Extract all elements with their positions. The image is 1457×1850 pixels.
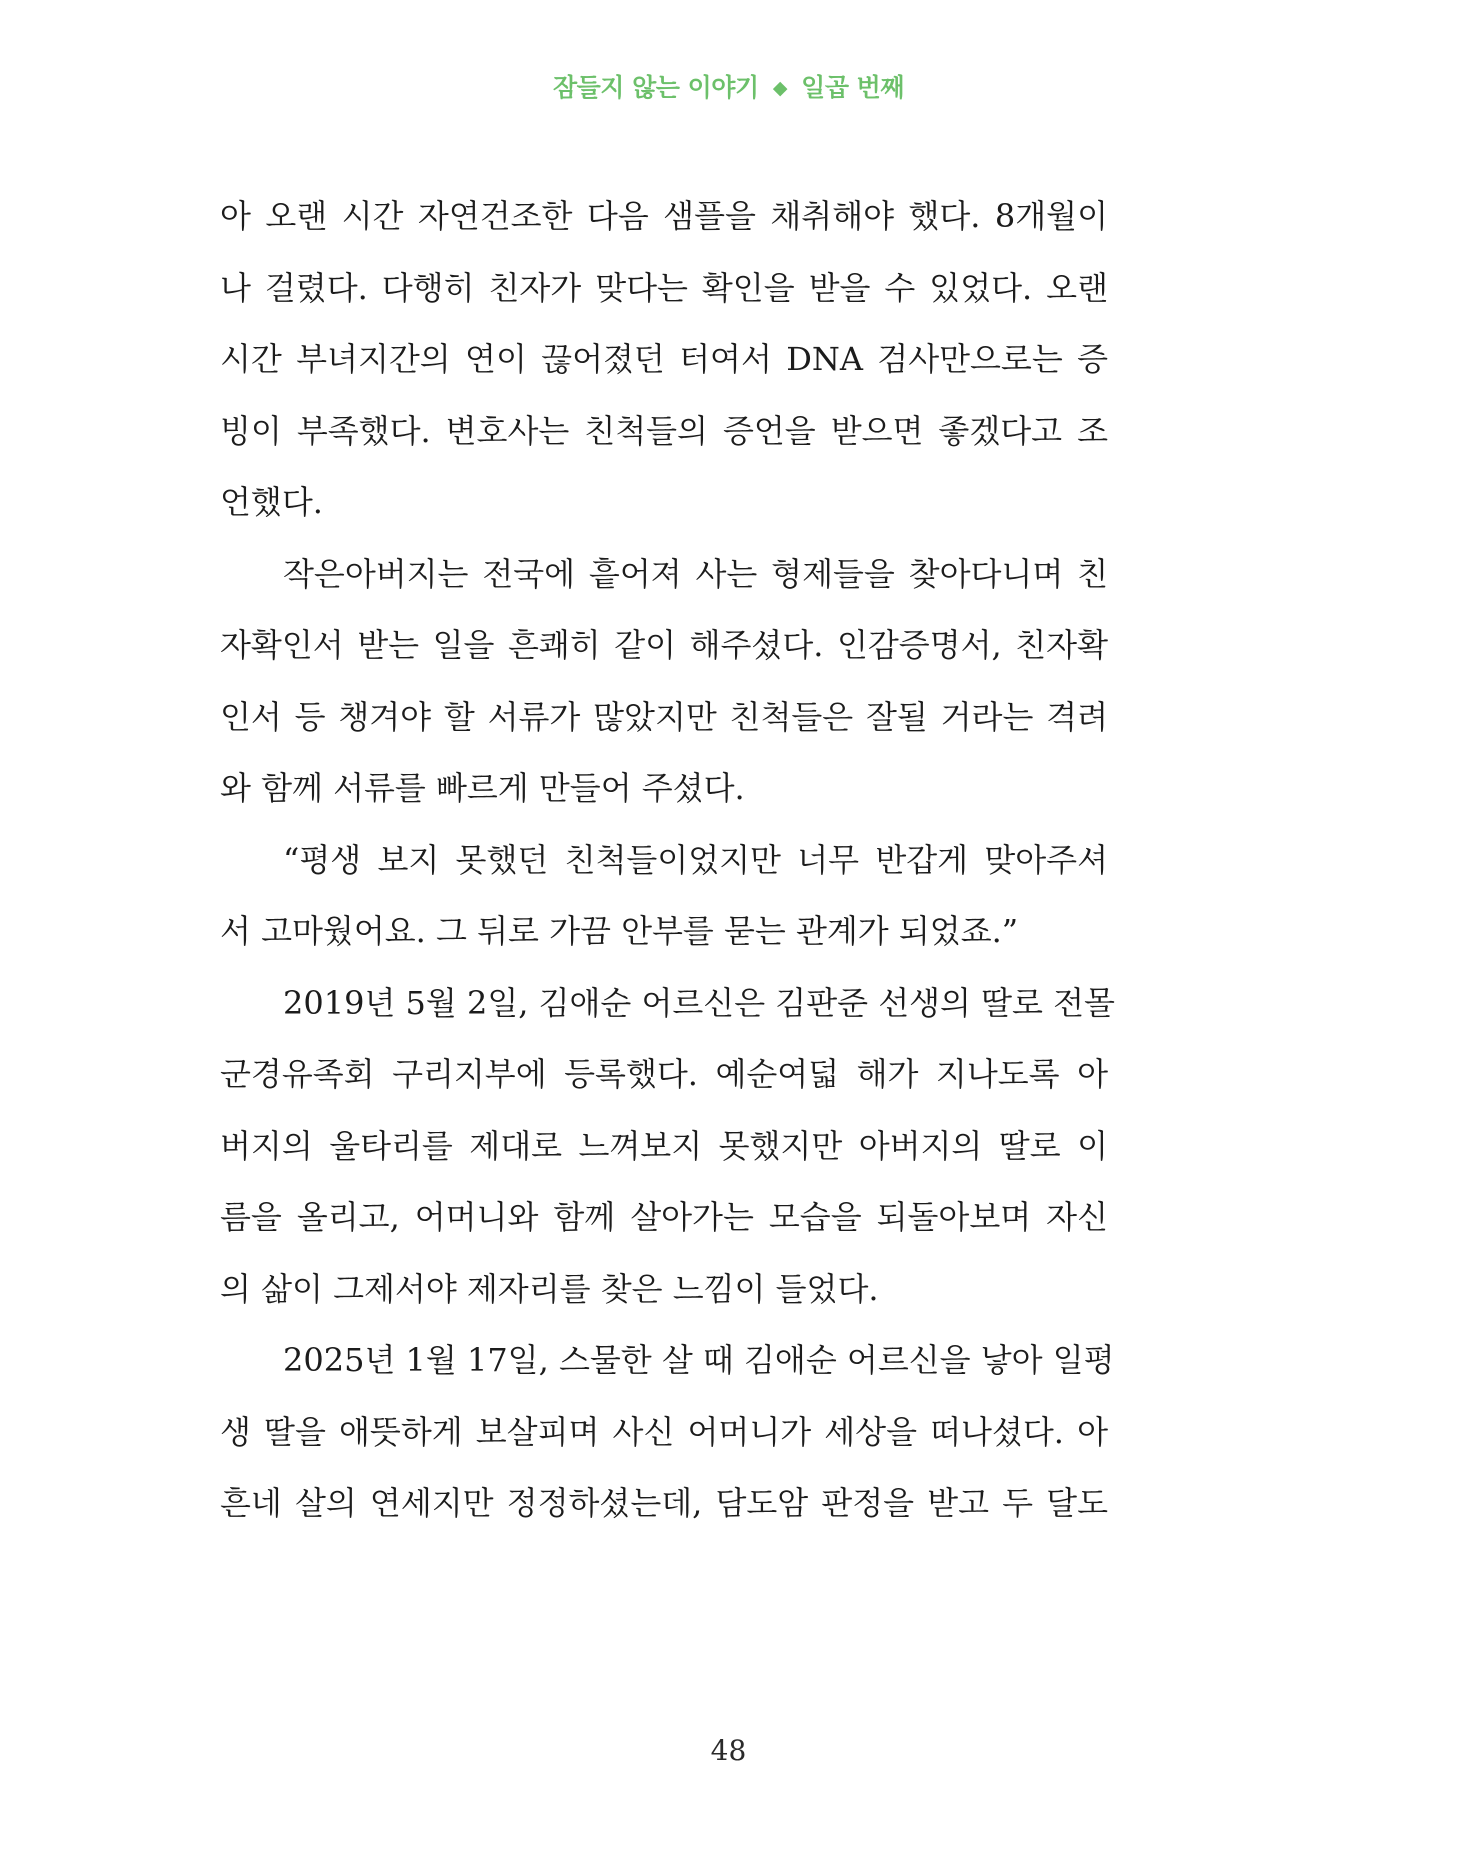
text-line: 의 삶이 그제서야 제자리를 찾은 느낌이 들었다. — [220, 1269, 879, 1308]
text-line: “평생 보지 못했던 친척들이었지만 너무 반갑게 맞아주셔 — [283, 840, 1108, 879]
text-line: 서 고마웠어요. 그 뒤로 가끔 안부를 묻는 관계가 되었죠.” — [220, 912, 1019, 950]
text-line: 생 딸을 애뜻하게 보살피며 사신 어머니가 세상을 떠나셨다. 아 — [220, 1412, 1108, 1451]
running-header — [0, 68, 1457, 104]
text-line: 2025년 1월 17일, 스물한 살 때 김애순 어르신을 낳아 일평 — [283, 1341, 1115, 1379]
page-number: 48 — [710, 1734, 747, 1767]
diamond-separator-icon: ◆ — [772, 77, 787, 99]
chapter-title: 일곱 번째 — [801, 73, 904, 102]
text-line: 작은아버지는 전국에 흩어져 사는 형제들을 찾아다니며 친 — [283, 554, 1108, 593]
text-line: 시간 부녀지간의 연이 끊어졌던 터여서 DNA 검사만으로는 증 — [220, 340, 1108, 378]
text-line: 흔네 살의 연세지만 정정하셨는데, 담도암 판정을 받고 두 달도 — [220, 1484, 1108, 1522]
text-line: 빙이 부족했다. 변호사는 친척들의 증언을 받으면 좋겠다고 조 — [220, 411, 1108, 450]
text-line: 인서 등 챙겨야 할 서류가 많았지만 친척들은 잘될 거라는 격려 — [220, 697, 1108, 736]
text-line: 나 걸렸다. 다행히 친자가 맞다는 확인을 받을 수 있었다. 오랜 — [220, 268, 1108, 307]
book-title: 잠들지 않는 이야기 — [553, 73, 759, 102]
text-line: 와 함께 서류를 빠르게 만들어 주셨다. — [220, 769, 745, 807]
text-line: 자확인서 받는 일을 흔쾌히 같이 해주셨다. 인감증명서, 친자확 — [220, 626, 1108, 664]
body-text — [220, 196, 1115, 1555]
text-line: 2019년 5월 2일, 김애순 어르신은 김판준 선생의 딸로 전몰 — [283, 983, 1115, 1022]
text-line: 버지의 울타리를 제대로 느껴보지 못했지만 아버지의 딸로 이 — [220, 1126, 1108, 1165]
text-line: 름을 올리고, 어머니와 함께 살아가는 모습을 되돌아보며 자신 — [220, 1198, 1108, 1236]
text-line: 언했다. — [220, 483, 323, 521]
text-line: 아 오랜 시간 자연건조한 다음 샘플을 채취해야 했다. 8개월이 — [220, 197, 1108, 235]
text-line: 군경유족회 구리지부에 등록했다. 예순여덟 해가 지나도록 아 — [220, 1055, 1108, 1093]
